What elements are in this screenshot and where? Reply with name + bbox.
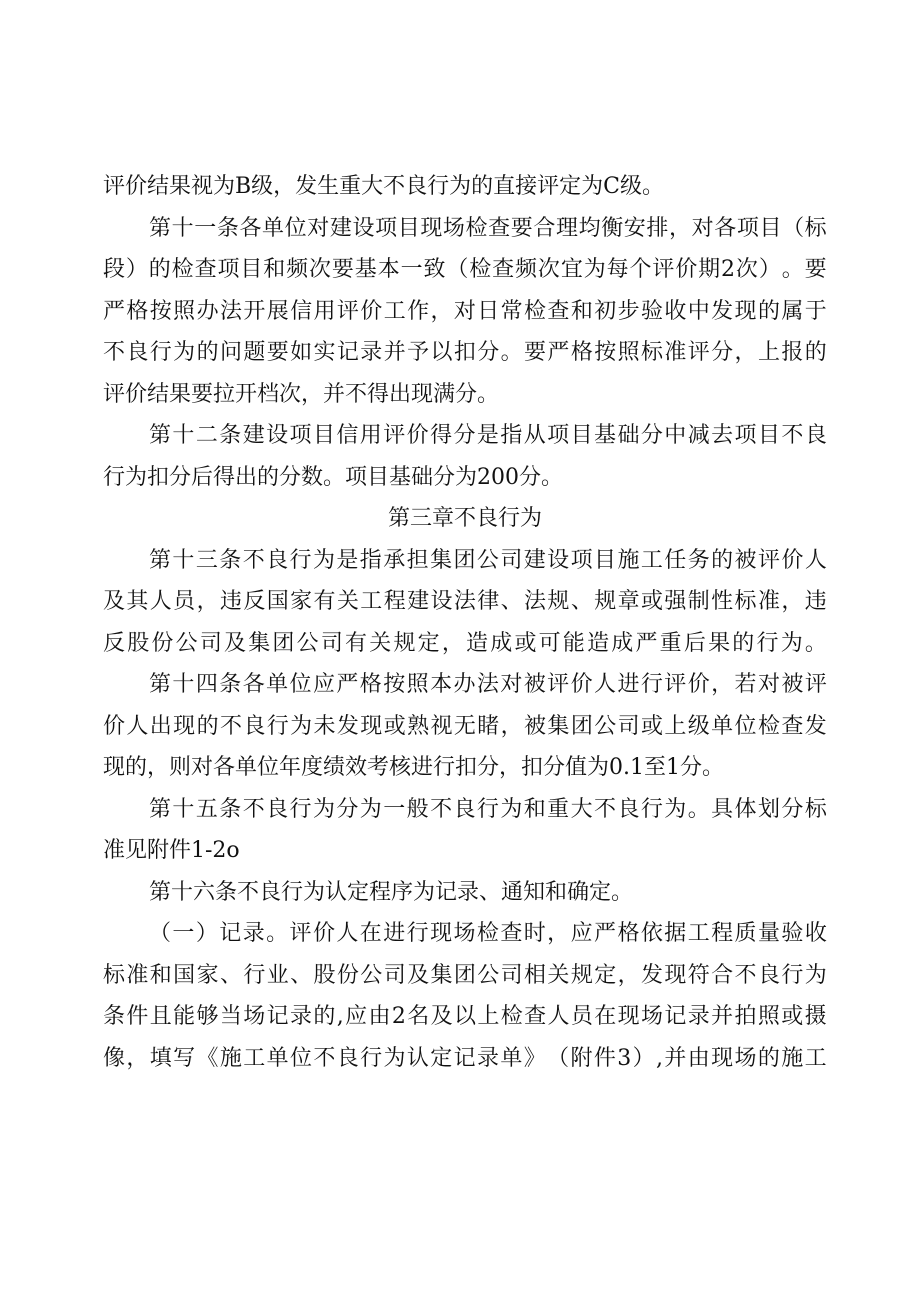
text-line-17: 准见附件1-2o — [103, 838, 240, 863]
text-line-13: 第 十 四 条 各 单 位 应 严 格 按 照 本 办 法 对 被 评 价 人 进 行 评 价 ， 若 对 被 评 — [149, 672, 827, 697]
text-line-22: 像 ， 填 写 《 施 工 单 位 不 良 行 为 认 定 记 录 单 》 （ 附 件 3 ） , 并 由 现 场 的 施 工 — [103, 1045, 827, 1071]
text-line-19: （ 一 ） 记 录 。 评 价 人 在 进 行 现 场 检 查 时 ， 应 严 格 依 据 工 程 质 量 验 收 — [149, 921, 827, 946]
chapter-heading: 第三章不良行为 — [387, 506, 542, 531]
text-line-21: 条 件 且 能 够 当 场 记 录 的 , 应 由 2 名 及 以 上 检 查 人 员 在 现 场 记 录 并 拍 照 或 摄 — [103, 1004, 827, 1029]
text-line-14: 价 人 出 现 的 不 良 行 为 未 发 现 或 熟 视 无 睹 ， 被 集 团 公 司 或 上 级 单 位 检 查 发 — [103, 713, 827, 739]
text-line-7: 第 十 二 条 建 设 项 目 信 用 评 价 得 分 是 指 从 项 目 基 础 分 中 减 去 项 目 不 良 — [149, 423, 827, 448]
text-line-10: 第 十 三 条 不 良 行 为 是 指 承 担 集 团 公 司 建 设 项 目 施 工 任 务 的 被 评 价 人 — [149, 547, 827, 573]
text-line-3: 段 ） 的 检 查 项 目 和 频 次 要 基 本 一 致 （ 检 查 频 次 宜 为 每 个 评 价 期 2 次 ） 。 要 — [103, 257, 827, 282]
text-line-16: 第 十 五 条 不 良 行 为 分 为 一 般 不 良 行 为 和 重 大 不 良 行 为 。 具 体 划 分 标 — [149, 796, 827, 822]
text-line-11: 及 其 人 员 ， 违 反 国 家 有 关 工 程 建 设 法 律 、 法 规 、 规 章 或 强 制 性 标 准 ， 违 — [103, 589, 827, 614]
text-line-4: 严 格 按 照 办 法 开 展 信 用 评 价 工 作 ， 对 日 常 检 查 和 初 步 验 收 中 发 现 的 属 于 — [103, 298, 827, 324]
text-line-2: 第 十 一 条 各 单 位 对 建 设 项 目 现 场 检 查 要 合 理 均 衡 安 排 ， 对 各 项 目 （ 标 — [149, 215, 827, 241]
text-line-6: 评价结果要拉开档次，并不得出现满分。 — [103, 381, 500, 407]
text-line-12: 反 股 份 公 司 及 集 团 公 司 有 关 规 定 ， 造 成 或 可 能 造 成 严 重 后 果 的 行 为 。 — [103, 630, 827, 656]
text-line-20: 标 准 和 国 家 、 行 业 、 股 份 公 司 及 集 团 公 司 相 关 规 定 ， 发 现 符 合 不 良 行 为 — [103, 962, 827, 988]
text-line-18: 第十六条不良行为认定程序为记录、通知和确定。 — [149, 879, 634, 905]
text-line-15: 现的，则对各单位年度绩效考核进行扣分，扣分值为0.1至1分。 — [103, 755, 724, 780]
document-body — [103, 166, 827, 1079]
text-line-1: 评价结果视为B级，发生重大不良行为的直接评定为C级。 — [103, 174, 665, 199]
text-line-5: 不 良 行 为 的 问 题 要 如 实 记 录 并 予 以 扣 分 。 要 严 格 按 照 标 准 评 分 ， 上 报 的 — [103, 340, 827, 365]
text-line-8: 行为扣分后得出的分数。项目基础分为200分。 — [103, 464, 563, 490]
